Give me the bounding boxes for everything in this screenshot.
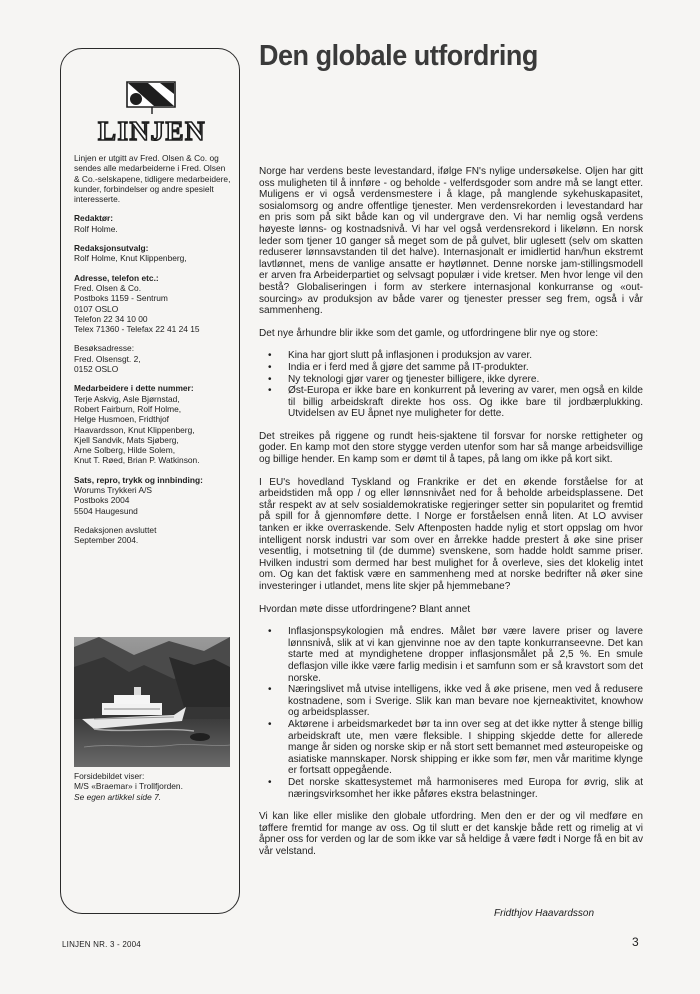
visit-line: Besøksadresse: [74,343,135,354]
address-line: Fred. Olsen & Co. [74,282,142,293]
contributors-line: Kjell Sandvik, Mats Sjøberg, [74,434,179,445]
cover-caption [74,771,232,802]
address-line: Telex 71360 - Telefax 22 41 24 15 [74,324,200,335]
address-line: 0107 OSLO [74,303,119,314]
closed-line: Redaksjonen avsluttet [74,524,157,535]
caption-line: Forsidebildet viser: [74,771,145,781]
caption-reference: Se egen artikkel side 7. [74,791,162,802]
article-body [259,166,643,868]
address-line: Telefon 22 34 10 00 [74,313,148,324]
masthead-intro: Linjen er utgitt av Fred. Olsen & Co. og sendes alle medarbeiderne i Fred. Olsen & Co.-selskapene, tidligere medarbeidere, kunder, forbindelser og andre spesielt interesserte. [74,153,231,205]
contributors-line: Knut T. Røed, Brian P. Watkinson. [74,455,200,466]
masthead-info [74,153,232,555]
print-line: Postboks 2004 [74,495,130,506]
committee-heading: Redaksjonsutvalg: [74,243,149,254]
address-heading: Adresse, telefon etc.: [74,272,159,283]
contributors-line: Arne Solberg, Hilde Solem, [74,445,176,456]
list-item: • Aktørene i arbeidsmarkedet bør ta inn over seg at det ikke nytter å stenge billig arbeidskraft ute, men være fleksible. I shipping skjedde dette for allerede mange år siden og norske skip er nå stort sett bemannet med østeuropeiske og asiatiske mannskaper. Norsk shipping er ikke som før, men vår maritime klynge er fortsatt oppegående. [286,719,643,777]
caption-line: M/S «Braemar» i Trollfjorden. [74,781,183,792]
author-signature: Fridthjov Haavardsson [494,908,595,919]
editor-heading: Redaktør: [74,213,114,224]
list-item: • Næringslivet må utvise intelligens, ikke ved å øke prisene, men ved å redusere kostnadene, som i Sverige. Slik kan man bevare noe kjerneaktivitet, knowhow og arbeidsplasser. [286,684,643,719]
contributors-block [74,383,232,465]
issue-label: LINJEN NR. 3 - 2004 [62,940,141,949]
closed-block [74,525,232,546]
paragraph: Vi kan like eller mislike den globale utfordring. Men den er der og vil medføre en tøffere fremtid for mange av oss. Og til slutt er det kanskje både rett og rimelig at vi åpner oss for verden og lar de som ikke var så heldige å være født i Norge få en bit av vår velstand. [259,811,643,857]
paragraph: Det nye århundre blir ikke som det gamle, og utfordringene blir nye og store: [259,327,598,339]
list-item: • Ny teknologi gjør varer og tjenester billigere, ikke dyrere. [286,374,643,386]
contributors-heading: Medarbeidere i dette nummer: [74,383,194,394]
contributors-line: Haavardsson, Knut Klippenberg, [74,424,195,435]
address-block [74,273,232,335]
logo-wordmark: LINJEN [97,116,207,146]
visit-block [74,343,232,374]
bullet-list [259,626,643,800]
committee-block [74,243,232,264]
paragraph: Norge har verdens beste levestandard, ifølge FN's nylige undersøkelse. Oljen har gitt oss muligheten til å innføre - og beholde - velferdsgoder som andre må se langt etter. Muligens er vi også verdensmestere i å klage, på manglende sykehuskapasitet, sosialomsorg og andre offentlige tjenester. Men verdensrekorden i levestandard har en pris som på sikt både kan og vil undergrave den. Vi har nemlig også verdens høyeste lønns- og kostnadsnivå. Vi har vel også verdensrekord i likelønn. En norsk leder som tjener 10 ganger så meget som de på gulvet, blir uglesett (selv om skatten reduserer lønnsavstanden til det halve). Internasjonalt er imidlertid han/hun ekstremt lavtlønnet, mens de vanlige ansatte er høytlønnet. Denne norske jam-stillingsmodell er arven fra Arbeiderpartiet og selvsagt populær i vide kretser. Men hvor lenge vil den bestå? Globaliseringen i form av sterkere internasjonal konkurranse og «out-sourcing» av produksjon av både varer og tjenester presser seg frem, også i vår sammenheng. [259,166,643,317]
address-line: Postboks 1159 - Sentrum [74,293,168,304]
committee-names: Rolf Holme, Knut Klippenberg, [74,253,187,264]
print-block [74,475,232,516]
print-line: 5504 Haugesund [74,505,138,516]
paragraph: I EU's hovedland Tyskland og Frankrike er det en økende forståelse for at arbeidstiden må opp / og eller lønnsnivået ned for å beholde arbeidsplassene. Det står respekt av at selv sosialdemokratiske regjeringer setter sin popularitet og fremtid på spill for å gjennomføre dette. I Norge er forståelsen ennå liten. At LO avviser tanken er ikke overraskende. Selv Aftenposten hadde nylig et stort oppslag om hvor intelligent norsk industri var som over en årrekke hadde prestert å øke sine priser vesentlig, i motsetning til (de dumme) svenskene, som hadde holdt samme priser. Hvilken industri som dermed har best mulighet for å overleve, sies det klokelig intet om. Og kan det faktisk være en sammenheng med at norske bedrifter nå øker sine investeringer i utlandet, mens lite skjer på hjemmebane? [259,476,643,592]
contributors-line: Robert Fairburn, Rolf Holme, [74,403,182,414]
visit-line: 0152 OSLO [74,364,119,375]
list-item: • Øst-Europa er ikke bare en konkurrent på levering av varer, men også en kilde til billig arbeidskraft direkte hos oss. Og ikke bare til jordbærplukking. Utvidelsen av EU åpnet nye muligheter for dette. [286,385,643,420]
paragraph: Det streikes på riggene og rundt heis-sjaktene til forsvar for norske rettigheter og goder. En kamp mot den store stygge verden utenfor som har så mange arbeidsvillige og billige hender. En kamp som er dømt til å tapes, på lang om ikke på kort sikt. [259,430,643,466]
linjen-logo [72,74,232,146]
list-item: • India er i ferd med å gjøre det samme på IT-produkter. [286,362,643,374]
contributors-line: Helge Husmoen, Fridthjof [74,414,169,425]
paragraph: Hvordan møte disse utfordringene? Blant annet [259,603,471,615]
editor-block [74,213,232,234]
print-heading: Sats, repro, trykk og innbinding: [74,474,203,485]
bullet-list [259,350,643,420]
contributors-line: Terje Askvig, Asle Bjørnstad, [74,393,180,404]
flag-emblem-icon [127,82,175,114]
editor-name: Rolf Holme. [74,223,118,234]
list-item: • Inflasjonspsykologien må endres. Målet bør være lavere priser og lavere lønnsnivå, slik at vi kan gjenvinne noe av den tapte konkurranseevne. Det kan starte med at myndighetene dropper inflasjonsmålet på 2,5 %. En smule deflasjon ville ikke være farlig medisin i et samfunn som er så kravstort som det norske. [286,626,643,684]
print-line: Worums Trykkeri A/S [74,485,153,496]
cover-photo [74,637,230,767]
list-item: • Det norske skattesystemet må harmoniseres med Europa for øvrig, slik at næringsvirksomhet her ikke påføres ekstra belastninger. [286,777,643,800]
page-number: 3 [632,935,639,949]
closed-line: September 2004. [74,535,139,546]
article-title: Den globale utfordring [259,40,538,72]
visit-line: Fred. Olsensgt. 2, [74,353,141,364]
list-item: • Kina har gjort slutt på inflasjonen i produksjon av varer. [286,350,643,362]
